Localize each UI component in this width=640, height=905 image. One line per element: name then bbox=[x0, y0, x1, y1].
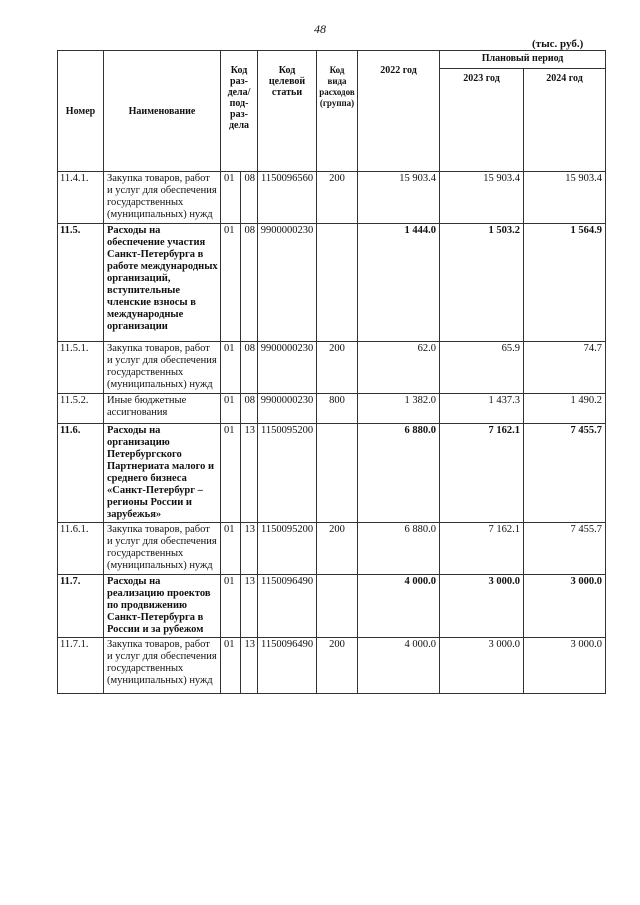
row-section-code: 01 bbox=[221, 575, 241, 638]
row-name: Расходы на реализацию проектов по продвижению Санкт-Петербурга в России и за рубежом bbox=[104, 575, 221, 638]
row-name: Закупка товаров, работ и услуг для обеспечения государственных (муниципальных) нужд bbox=[104, 638, 221, 694]
row-expense-code: 200 bbox=[317, 523, 358, 575]
row-value-2022: 1 382.0 bbox=[358, 394, 440, 424]
row-expense-code bbox=[317, 224, 358, 342]
row-value-2023: 1 503.2 bbox=[440, 224, 524, 342]
table-row bbox=[58, 342, 606, 394]
row-value-2022: 6 880.0 bbox=[358, 424, 440, 523]
row-value-2024: 15 903.4 bbox=[524, 172, 606, 224]
row-subsection-code: 08 bbox=[241, 342, 258, 394]
row-expense-code: 200 bbox=[317, 172, 358, 224]
table-row bbox=[58, 638, 606, 694]
header-number: Номер bbox=[58, 51, 104, 172]
row-value-2024: 74.7 bbox=[524, 342, 606, 394]
row-subsection-code: 08 bbox=[241, 394, 258, 424]
row-expense-code: 200 bbox=[317, 638, 358, 694]
row-section-code: 01 bbox=[221, 172, 241, 224]
row-target-code: 1150095200 bbox=[258, 424, 317, 523]
row-section-code: 01 bbox=[221, 224, 241, 342]
header-year-2023: 2023 год bbox=[440, 69, 524, 172]
header-code-expense: Код вида расходов (группа) bbox=[317, 51, 358, 172]
row-section-code: 01 bbox=[221, 394, 241, 424]
row-name: Расходы на организацию Петербургского Партнериата малого и среднего бизнеса «Санкт-Петербург – регионы России и зарубежья» bbox=[104, 424, 221, 523]
row-target-code: 1150095200 bbox=[258, 523, 317, 575]
units-label: (тыс. руб.) bbox=[532, 38, 584, 50]
header-code-target: Код целевой статьи bbox=[258, 51, 317, 172]
row-section-code: 01 bbox=[221, 523, 241, 575]
row-value-2022: 62.0 bbox=[358, 342, 440, 394]
row-subsection-code: 13 bbox=[241, 638, 258, 694]
header-year-2024: 2024 год bbox=[524, 69, 606, 172]
row-value-2022: 15 903.4 bbox=[358, 172, 440, 224]
row-expense-code bbox=[317, 575, 358, 638]
row-value-2024: 7 455.7 bbox=[524, 523, 606, 575]
row-subsection-code: 08 bbox=[241, 172, 258, 224]
table-row bbox=[58, 172, 606, 224]
row-name: Иные бюджетные ассигнования bbox=[104, 394, 221, 424]
row-value-2023: 65.9 bbox=[440, 342, 524, 394]
row-value-2022: 4 000.0 bbox=[358, 638, 440, 694]
row-section-code: 01 bbox=[221, 638, 241, 694]
row-value-2023: 1 437.3 bbox=[440, 394, 524, 424]
row-number: 11.7.1. bbox=[58, 638, 104, 694]
row-expense-code bbox=[317, 424, 358, 523]
table-row bbox=[58, 224, 606, 342]
row-value-2024: 1 490.2 bbox=[524, 394, 606, 424]
row-subsection-code: 13 bbox=[241, 424, 258, 523]
row-target-code: 1150096560 bbox=[258, 172, 317, 224]
row-number: 11.6. bbox=[58, 424, 104, 523]
row-section-code: 01 bbox=[221, 342, 241, 394]
header-name: Наименование bbox=[104, 51, 221, 172]
row-subsection-code: 08 bbox=[241, 224, 258, 342]
row-value-2023: 3 000.0 bbox=[440, 638, 524, 694]
header-planned-period: Плановый период bbox=[440, 51, 606, 69]
table-body bbox=[58, 172, 606, 694]
row-subsection-code: 13 bbox=[241, 575, 258, 638]
row-number: 11.4.1. bbox=[58, 172, 104, 224]
row-value-2023: 7 162.1 bbox=[440, 523, 524, 575]
row-value-2024: 1 564.9 bbox=[524, 224, 606, 342]
row-value-2023: 7 162.1 bbox=[440, 424, 524, 523]
row-number: 11.5.1. bbox=[58, 342, 104, 394]
row-value-2023: 15 903.4 bbox=[440, 172, 524, 224]
table-row bbox=[58, 424, 606, 523]
table-row bbox=[58, 523, 606, 575]
row-section-code: 01 bbox=[221, 424, 241, 523]
row-number: 11.5. bbox=[58, 224, 104, 342]
row-value-2023: 3 000.0 bbox=[440, 575, 524, 638]
row-value-2022: 1 444.0 bbox=[358, 224, 440, 342]
row-name: Расходы на обеспечение участия Санкт-Петербурга в работе международных организаций, вступительные членские взносы в международные организации bbox=[104, 224, 221, 342]
table-row bbox=[58, 575, 606, 638]
header-year-2022: 2022 год bbox=[358, 51, 440, 172]
row-number: 11.5.2. bbox=[58, 394, 104, 424]
row-subsection-code: 13 bbox=[241, 523, 258, 575]
row-value-2022: 6 880.0 bbox=[358, 523, 440, 575]
row-expense-code: 800 bbox=[317, 394, 358, 424]
table-row bbox=[58, 394, 606, 424]
row-value-2024: 7 455.7 bbox=[524, 424, 606, 523]
row-name: Закупка товаров, работ и услуг для обеспечения государственных (муниципальных) нужд bbox=[104, 172, 221, 224]
budget-table bbox=[57, 50, 606, 694]
row-value-2024: 3 000.0 bbox=[524, 575, 606, 638]
row-target-code: 1150096490 bbox=[258, 575, 317, 638]
header-code-section: Код раз- дела/ под- раз- дела bbox=[221, 51, 258, 172]
row-target-code: 9900000230 bbox=[258, 394, 317, 424]
row-name: Закупка товаров, работ и услуг для обеспечения государственных (муниципальных) нужд bbox=[104, 342, 221, 394]
row-target-code: 1150096490 bbox=[258, 638, 317, 694]
row-value-2022: 4 000.0 bbox=[358, 575, 440, 638]
row-number: 11.6.1. bbox=[58, 523, 104, 575]
row-target-code: 9900000230 bbox=[258, 224, 317, 342]
row-expense-code: 200 bbox=[317, 342, 358, 394]
row-target-code: 9900000230 bbox=[258, 342, 317, 394]
row-value-2024: 3 000.0 bbox=[524, 638, 606, 694]
page-number: 48 bbox=[314, 22, 326, 36]
row-number: 11.7. bbox=[58, 575, 104, 638]
row-name: Закупка товаров, работ и услуг для обеспечения государственных (муниципальных) нужд bbox=[104, 523, 221, 575]
